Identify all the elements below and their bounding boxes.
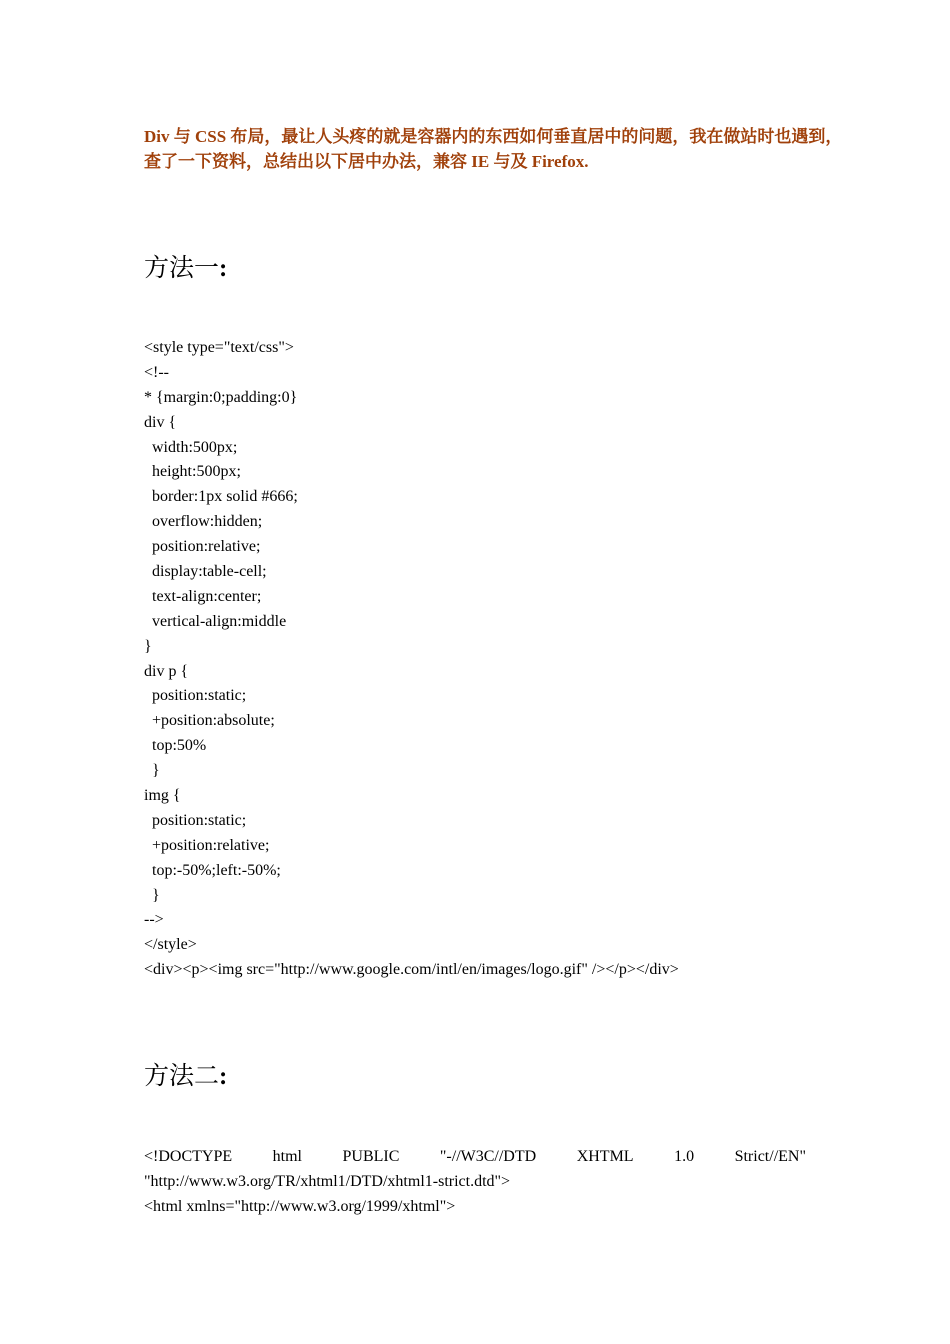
html-open-tag-line: <html xmlns="http://www.w3.org/1999/xhtml"> (144, 1197, 456, 1215)
code-line: div p { (144, 662, 189, 680)
doctype-dtd-line: "http://www.w3.org/TR/xhtml1/DTD/xhtml1-strict.dtd"> (144, 1172, 511, 1190)
code-line: <style type="text/css"> (144, 339, 294, 356)
code-line: top:-50%;left:-50%; (144, 861, 281, 879)
doctype-token: html (272, 1148, 302, 1165)
code-line: border:1px solid #666; (144, 488, 298, 506)
code-line: position:static; (144, 811, 247, 829)
method2-code-block (144, 1145, 806, 1220)
method2-heading (144, 1062, 227, 1092)
code-line: <!-- (144, 363, 170, 381)
method1-colon: : (219, 255, 228, 282)
doctype-token: PUBLIC (342, 1148, 400, 1165)
code-line: * {margin:0;padding:0} (144, 388, 298, 406)
code-line: </style> (144, 936, 197, 954)
doctype-token: 1.0 (674, 1148, 695, 1165)
code-line: } (144, 637, 152, 655)
intro-line-1: Div 与 CSS 布局，最让人头疼的就是容器内的东西如何垂直居中的问题，我在做站时也遇到， (144, 127, 843, 146)
code-line: top:50% (144, 737, 207, 755)
code-line: } (144, 886, 160, 904)
doctype-token: XHTML (576, 1148, 634, 1165)
code-line: div { (144, 413, 177, 431)
code-line: position:relative; (144, 538, 261, 556)
doctype-token: <!DOCTYPE (144, 1148, 233, 1165)
doctype-token: "-//W3C//DTD (439, 1148, 537, 1165)
intro-paragraph (144, 124, 843, 174)
method2-title: 方法二 (144, 1063, 220, 1090)
code-line: vertical-align:middle (144, 612, 287, 630)
code-line: <div><p><img src="http://www.google.com/intl/en/images/logo.gif" /></p></div> (144, 961, 679, 979)
code-line: +position:relative; (144, 836, 270, 854)
intro-line-2: 查了一下资料，总结出以下居中办法，兼容 IE 与及 Firefox. (144, 152, 589, 171)
code-line: height:500px; (144, 463, 241, 481)
method1-title: 方法一 (144, 255, 220, 282)
doctype-line (144, 1145, 806, 1170)
doctype-token: Strict//EN" (734, 1148, 806, 1165)
method1-code-block (144, 336, 679, 983)
method1-heading (144, 254, 227, 284)
code-line: overflow:hidden; (144, 513, 263, 531)
code-line: width:500px; (144, 438, 238, 456)
code-line: display:table-cell; (144, 563, 267, 581)
method2-colon: : (219, 1063, 228, 1090)
code-line: text-align:center; (144, 587, 262, 605)
code-line: +position:absolute; (144, 712, 275, 730)
code-line: position:static; (144, 687, 247, 705)
code-line: } (144, 762, 160, 780)
code-line: --> (144, 911, 164, 929)
code-line: img { (144, 787, 181, 805)
